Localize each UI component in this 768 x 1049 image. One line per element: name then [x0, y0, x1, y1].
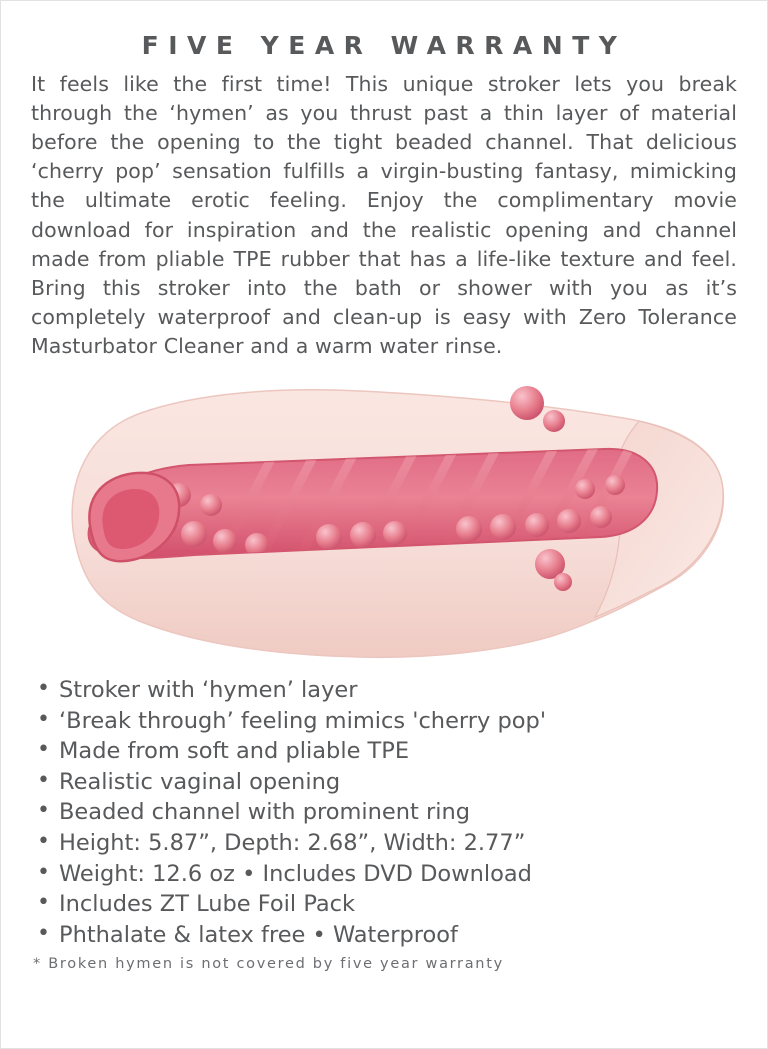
feature-list: [33, 675, 739, 950]
list-item: • Made from soft and pliable TPE: [33, 736, 739, 767]
list-item: • ‘Break through’ feeling mimics 'cherry pop': [33, 706, 739, 737]
product-description: It feels like the first time! This unique stroker lets you break through the ‘hymen’ as you thrust past a thin layer of material before the opening to the tight beaded channel. That delicious ‘cherry pop’ sensation fulfills a virgin-busting fantasy, mimicking the ultimate erotic feeling. Enjoy the complimentary movie download for inspiration and the realistic opening and channel made from pliable TPE rubber that has a life-like texture and feel. Bring this stroker into the bath or shower with you as it’s completely waterproof and clean-up is easy with Zero Tolerance Masturbator Cleaner and a warm water rinse.: [31, 72, 737, 358]
list-item: • Beaded channel with prominent ring: [33, 797, 739, 828]
warranty-footnote: * Broken hymen is not covered by five year warranty: [33, 956, 504, 973]
list-item: • Includes ZT Lube Foil Pack: [33, 889, 739, 920]
list-item: • Weight: 12.6 oz • Includes DVD Download: [33, 859, 739, 890]
list-item: • Height: 5.87”, Depth: 2.68”, Width: 2.77”: [33, 828, 739, 859]
stroker-cutaway-illustration: [29, 369, 741, 669]
list-item: • Phthalate & latex free • Waterproof: [33, 920, 739, 951]
list-item: • Realistic vaginal opening: [33, 767, 739, 798]
list-item: • Stroker with ‘hymen’ layer: [33, 675, 739, 706]
page-title: FIVE YEAR WARRANTY: [141, 31, 627, 60]
stroker-illustration-svg: [29, 369, 741, 669]
